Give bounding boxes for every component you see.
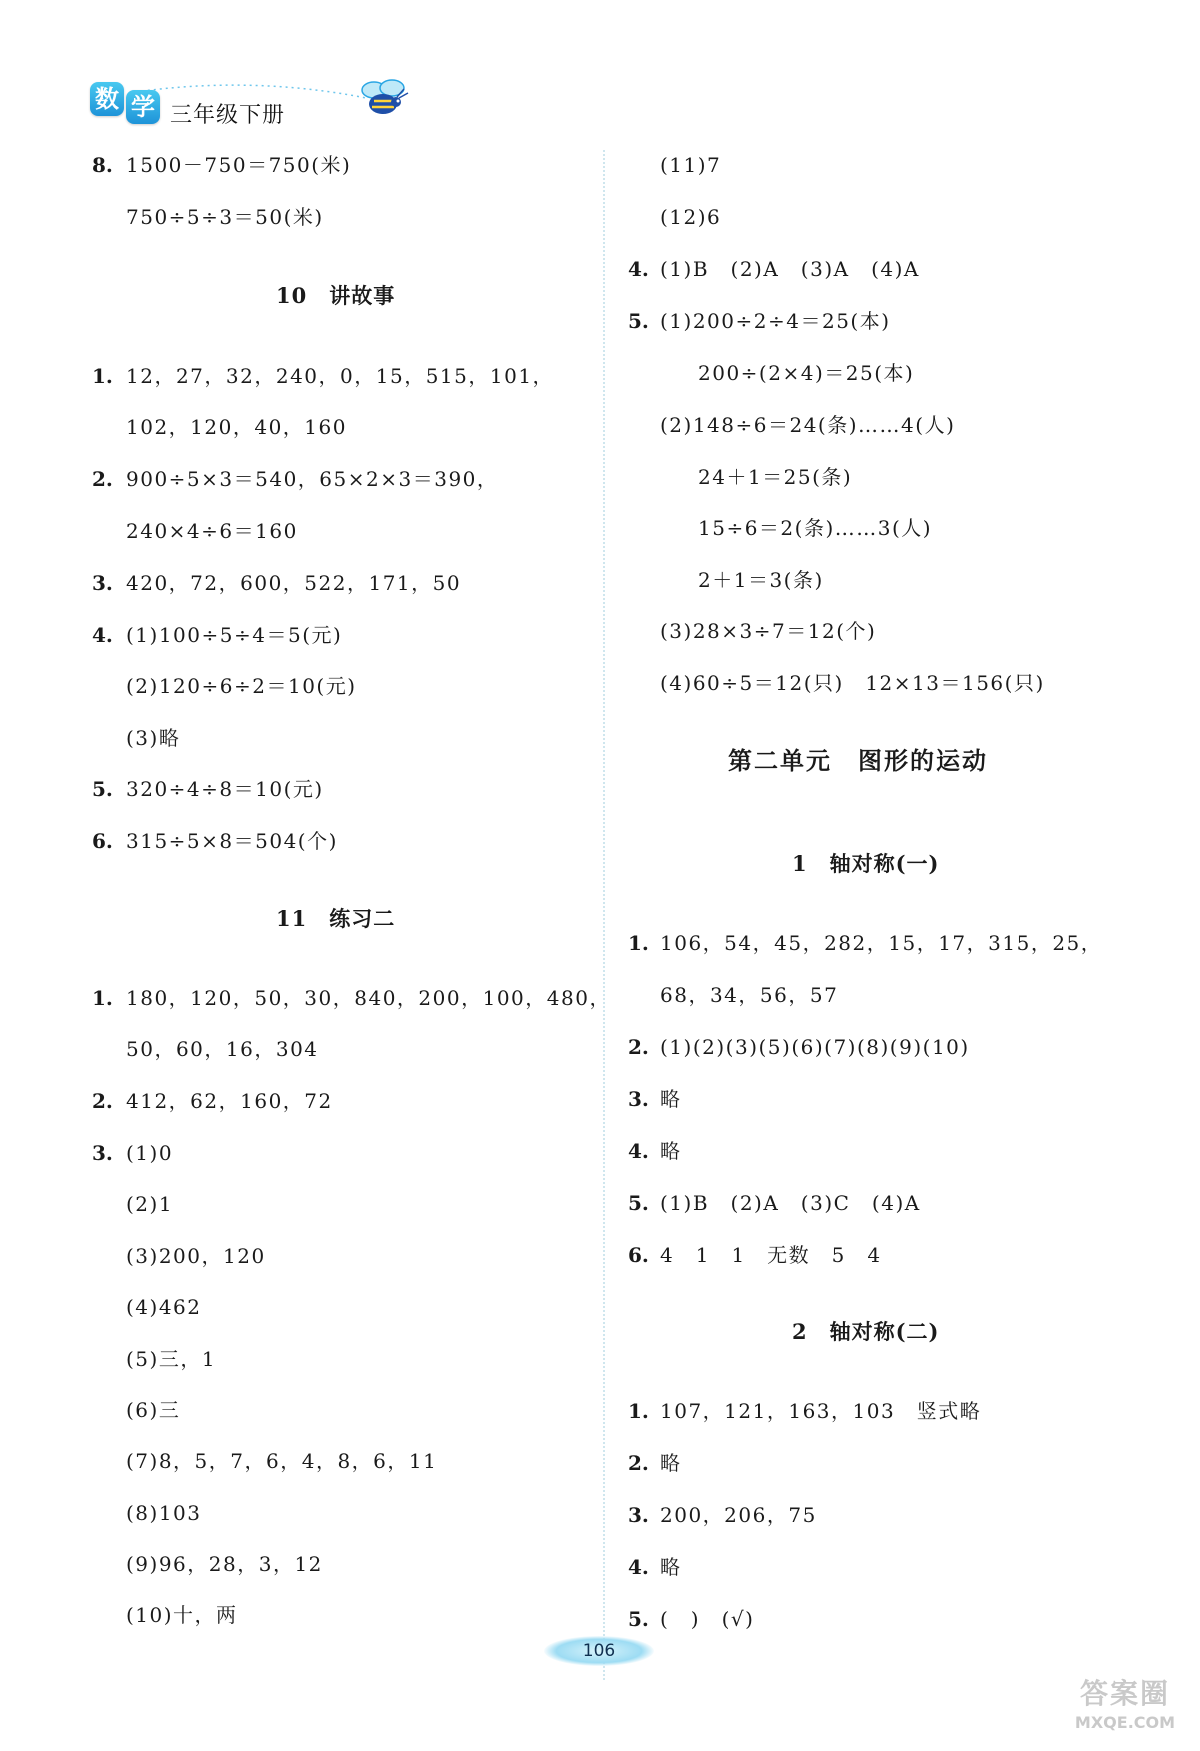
answer-line: 1500－750＝750(米) xyxy=(126,153,352,177)
answer-line: 750÷5÷3＝50(米) xyxy=(126,205,324,229)
answer-line: (11)7 xyxy=(660,153,722,177)
question-number: 4. xyxy=(628,1139,649,1163)
answer-line: 900÷5×3＝540，65×2×3＝390， xyxy=(126,467,499,491)
answer-line: 12，27，32，240，0，15，515，101， xyxy=(126,364,555,388)
answer-line: (1)100÷5÷4＝5(元) xyxy=(126,623,343,647)
answer-line: (10)十，两 xyxy=(126,1603,238,1627)
answer-line: (7)8，5，7，6，4，8，6，11 xyxy=(126,1449,438,1473)
answer-line: (1)0 xyxy=(126,1141,174,1165)
answer-line: 略 xyxy=(660,1139,682,1163)
answer-line: 107，121，163，103 竖式略 xyxy=(660,1399,982,1423)
answer-line: 50，60，16，304 xyxy=(126,1037,319,1061)
answer-line: (1)200÷2÷4＝25(本) xyxy=(660,309,891,333)
answer-line: 2＋1＝3(条) xyxy=(698,568,824,592)
answer-line: (3)200，120 xyxy=(126,1244,266,1268)
page-number: 106 xyxy=(544,1636,654,1666)
subject-badge-1: 数 xyxy=(90,82,124,116)
grade-label: 三年级下册 xyxy=(170,103,286,128)
answer-line: (6)三 xyxy=(126,1398,181,1422)
answer-line: 240×4÷6＝160 xyxy=(126,519,298,543)
section-title-2: 2 轴对称(二) xyxy=(792,1319,940,1344)
answer-line: (12)6 xyxy=(660,205,722,229)
question-number: 3. xyxy=(92,571,113,595)
answer-line: (2)120÷6÷2＝10(元) xyxy=(126,674,357,698)
unit-title: 第二单元 图形的运动 xyxy=(728,747,988,775)
question-number: 5. xyxy=(92,777,113,801)
answer-line: (3)略 xyxy=(126,726,181,750)
bee-icon xyxy=(352,76,418,120)
question-number: 1. xyxy=(628,931,649,955)
answer-line: (2)148÷6＝24(条)……4(人) xyxy=(660,413,956,437)
question-number: 1. xyxy=(628,1399,649,1423)
question-number: 5. xyxy=(628,309,649,333)
question-number: 3. xyxy=(628,1087,649,1111)
question-number: 1. xyxy=(92,986,113,1010)
answer-line: (1)B (2)A (3)A (4)A xyxy=(660,257,920,281)
answer-line: 315÷5×8＝504(个) xyxy=(126,829,338,853)
question-number: 2. xyxy=(628,1035,649,1059)
answer-line: (8)103 xyxy=(126,1501,202,1525)
question-number: 5. xyxy=(628,1607,649,1631)
answer-line: 412，62，160，72 xyxy=(126,1089,333,1113)
question-number: 2. xyxy=(92,1089,113,1113)
question-number: 3. xyxy=(92,1141,113,1165)
answer-line: 15÷6＝2(条)……3(人) xyxy=(698,516,933,540)
answer-line: 24＋1＝25(条) xyxy=(698,465,853,489)
answer-line: 68，34，56，57 xyxy=(660,983,839,1007)
question-number: 8. xyxy=(92,153,113,177)
answer-line: 106，54，45，282，15，17，315，25， xyxy=(660,931,1103,955)
question-number: 1. xyxy=(92,364,113,388)
answer-line: 200÷(2×4)＝25(本) xyxy=(698,361,915,385)
question-number: 5. xyxy=(628,1191,649,1215)
column-divider xyxy=(603,150,605,1680)
answer-line: (1)B (2)A (3)C (4)A xyxy=(660,1191,921,1215)
book-header xyxy=(82,72,422,132)
answer-line: (4)462 xyxy=(126,1295,202,1319)
answer-line: 略 xyxy=(660,1451,682,1475)
question-number: 4. xyxy=(92,623,113,647)
answer-line: (4)60÷5＝12(只) 12×13＝156(只) xyxy=(660,671,1045,695)
answer-line: 320÷4÷8＝10(元) xyxy=(126,777,324,801)
question-number: 6. xyxy=(92,829,113,853)
answer-line: 略 xyxy=(660,1087,682,1111)
watermark-url: MXQE.COM xyxy=(1074,1713,1176,1732)
section-title-11: 11 练习二 xyxy=(276,906,396,931)
answer-line: 200，206，75 xyxy=(660,1503,817,1527)
answer-line: ( ) (√) xyxy=(660,1607,755,1631)
question-number: 2. xyxy=(628,1451,649,1475)
question-number: 6. xyxy=(628,1243,649,1267)
watermark-logo xyxy=(1060,1676,1190,1746)
question-number: 4. xyxy=(628,1555,649,1579)
answer-line: 4 1 1 无数 5 4 xyxy=(660,1243,882,1267)
answer-line: 180，120，50，30，840，200，100，480， xyxy=(126,986,611,1010)
subject-badge-2: 学 xyxy=(126,90,160,124)
section-title-10: 10 讲故事 xyxy=(276,283,396,308)
watermark-text: 答案圈 xyxy=(1079,1677,1170,1710)
answer-line: (5)三，1 xyxy=(126,1347,217,1371)
question-number: 4. xyxy=(628,257,649,281)
answer-line: (3)28×3÷7＝12(个) xyxy=(660,619,877,643)
answer-line: (2)1 xyxy=(126,1192,174,1216)
answer-line: (9)96，28，3，12 xyxy=(126,1552,323,1576)
answer-line: 102，120，40，160 xyxy=(126,415,347,439)
section-title-1: 1 轴对称(一) xyxy=(792,851,940,876)
answer-line: 略 xyxy=(660,1555,682,1579)
answer-line: 420，72，600，522，171，50 xyxy=(126,571,462,595)
question-number: 2. xyxy=(92,467,113,491)
question-number: 3. xyxy=(628,1503,649,1527)
answer-line: (1)(2)(3)(5)(6)(7)(8)(9)(10) xyxy=(660,1035,970,1059)
